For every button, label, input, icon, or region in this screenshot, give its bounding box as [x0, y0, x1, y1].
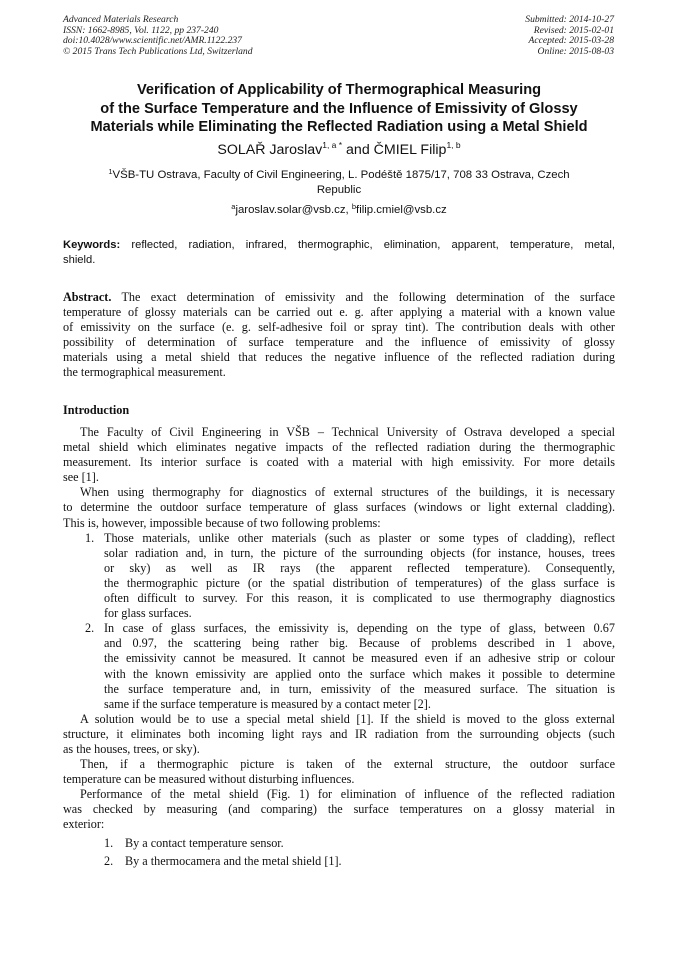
paragraph-line: When using thermography for diagnostics of external structures of the buildings, it is necessary: [80, 485, 615, 500]
email-address[interactable]: jaroslav.solar@vsb.cz,: [235, 204, 352, 216]
list-item: [63, 836, 615, 851]
doi-line: doi:10.4028/www.scientific.net/AMR.1122.237: [63, 35, 242, 47]
affil-line: VŠB-TU Ostrava, Faculty of Civil Engineering, L. Podéště 1875/17, 708 33 Ostrava, Czech: [112, 169, 570, 181]
journal-header-left: [63, 15, 253, 58]
list-item: [63, 531, 615, 622]
paragraph-line: The Faculty of Civil Engineering in VŠB – Technical University of Ostrava developed a special: [80, 425, 615, 439]
author-emails: [63, 203, 615, 218]
abstract-line: temperature of glossy materials can be carried out e. g. after applying a material with a known value: [63, 305, 615, 320]
paragraph-line: This is, however, impossible because of two following problems:: [63, 515, 381, 530]
abstract-line: materials using a metal shield that reduces the negative influence of the reflected radiation during: [63, 350, 615, 365]
keywords: [63, 238, 615, 267]
paragraph-line: Performance of the metal shield (Fig. 1) for elimination of influence of the reflected radiation: [80, 787, 615, 802]
keywords-label: Keywords:: [63, 239, 121, 251]
online-date: Online: 2015-08-03: [537, 46, 614, 58]
abstract-label: Abstract.: [63, 290, 112, 304]
list-line: In case of glass surfaces, the emissivity is, depending on the type of glass, between 0.67: [104, 621, 615, 636]
paragraph-line: measurement. Its interior surface is coated with a material with high emissivity. For more details: [63, 455, 615, 470]
journal-header-right: [525, 15, 614, 58]
paragraph-line: exterior:: [63, 817, 105, 832]
introduction-heading: [63, 403, 615, 418]
affil-line: Republic: [316, 184, 362, 196]
abstract-line: possibility of determination of surface temperature and the influence of emissivity of glossy: [63, 335, 615, 350]
paragraph-line: Then, if a thermographic picture is taken of the external structure, the outdoor surface: [80, 757, 615, 772]
paper-title: [40, 81, 638, 137]
list-item: [63, 854, 615, 869]
list-line: the emissivity cannot be measured. It cannot be measured even if an adhesive strip or colour: [104, 651, 615, 666]
list-number: 1.: [85, 530, 95, 545]
list-number: 2.: [104, 853, 114, 868]
section-heading: Introduction: [63, 403, 130, 417]
list-line: for glass surfaces.: [104, 606, 192, 621]
author-affil-mark: 1, a *: [322, 140, 343, 150]
paragraph-line: see [1].: [63, 470, 99, 485]
list-line: solar radiation and, in turn, the picture of the surrounding objects (for instance, houses, trees: [104, 545, 615, 560]
list-line: often difficult to survey. For this reason, it is complicated to use thermography diagnostics: [104, 591, 615, 606]
copyright-line: © 2015 Trans Tech Publications Ltd, Switzerland: [63, 46, 253, 58]
keywords-text: shield.: [63, 253, 96, 266]
title-line: Verification of Applicability of Thermographical Measuring: [136, 82, 542, 98]
list-line: the surface temperature and, in turn, emissivity of the measured surface. The situation is: [104, 681, 615, 696]
list-line: By a contact temperature sensor.: [125, 835, 284, 850]
list-line: By a thermocamera and the metal shield [1].: [125, 853, 342, 868]
accepted-date: Accepted: 2015-03-28: [528, 35, 614, 47]
title-line: of the Surface Temperature and the Influence of Emissivity of Glossy: [100, 100, 578, 117]
keywords-text: reflected, radiation, infrared, thermographic, elimination, apparent, temperature, metal,: [131, 239, 615, 251]
paragraph-line: was checked by measuring (and comparing) the surface temperatures on a glossy material in: [63, 802, 615, 817]
paragraph-line: temperature can be measured without disturbing influences.: [63, 772, 355, 787]
paragraph-line: as the houses, trees, or sky).: [63, 741, 200, 756]
submitted-date: Submitted: 2014-10-27: [525, 14, 614, 25]
list-item: [63, 621, 615, 712]
list-line: or sky) as well as IR rays (the apparent reflected temperature). Consequently,: [104, 560, 615, 575]
paragraph-line: structure, it eliminates both incoming light rays and IR radiation from the surrounding objects (such: [63, 726, 615, 741]
list-line: same if the surface temperature is measured by a contact meter [2].: [104, 696, 431, 711]
email-address[interactable]: filip.cmiel@vsb.cz: [356, 204, 447, 216]
introduction-body: [63, 425, 615, 869]
author-name: ČMIEL Filip: [373, 142, 447, 158]
paragraph-line: metal shield which eliminates negative impacts of the reflected radiation during the thermographic: [63, 440, 615, 455]
affiliation: [63, 168, 615, 198]
abstract: [63, 290, 615, 381]
author-list: [40, 141, 638, 159]
list-line: Those materials, unlike other materials (such as plaster or some types of cladding), reflect: [104, 530, 615, 545]
list-line: with the known emissivity are applied onto the surface which makes it possible to determine: [104, 666, 615, 681]
list-number: 1.: [104, 835, 114, 850]
journal-name: Advanced Materials Research: [63, 14, 179, 25]
issn-line: ISSN: 1662-8985, Vol. 1122, pp 237-240: [63, 24, 219, 36]
email-mark: a: [231, 202, 236, 211]
author-name: SOLAŘ Jaroslav: [217, 142, 323, 158]
list-line: the thermographic picture (or the spatial distribution of temperatures) of the glass surface is: [104, 575, 615, 590]
abstract-line: the termographical measurement.: [63, 365, 226, 380]
paragraph-line: to determine the outdoor surface temperature of glass surfaces (windows or light external cladding).: [63, 500, 615, 515]
abstract-line: The exact determination of emissivity and the following determination of the surface: [121, 290, 616, 304]
list-line: and 0.97, the scattering being rather big. Because of problems described in 1 above,: [104, 636, 615, 651]
abstract-line: of emissivity on the surface (e. g. self-adhesive foil or spray tint). The contribution deals with other: [63, 320, 615, 335]
author-affil-mark: 1, b: [446, 140, 461, 150]
email-mark: b: [351, 202, 357, 211]
revised-date: Revised: 2015-02-01: [533, 24, 614, 36]
list-number: 2.: [85, 621, 95, 636]
affil-mark: 1: [108, 167, 113, 176]
author-and: and: [342, 142, 374, 158]
title-line: Materials while Eliminating the Reflected Radiation using a Metal Shield: [90, 119, 588, 135]
paragraph-line: A solution would be to use a special metal shield [1]. If the shield is moved to the gloss external: [80, 711, 615, 726]
